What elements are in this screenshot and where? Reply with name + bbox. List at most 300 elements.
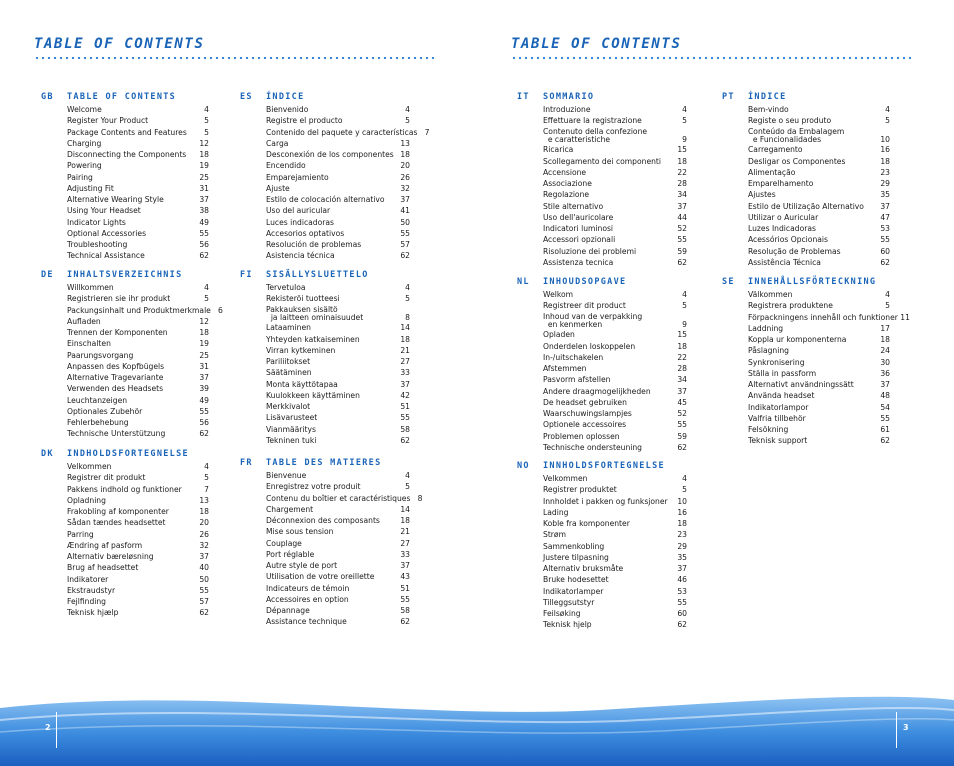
toc-entry[interactable] [67, 104, 209, 115]
toc-entry-title: Resolução de Problemas [748, 246, 841, 256]
toc-entry-title: Pariliitokset [266, 357, 311, 367]
toc-entry[interactable] [748, 323, 890, 334]
toc-entry[interactable] [67, 338, 209, 349]
toc-entry[interactable] [266, 538, 410, 549]
toc-entry-page: 60 [677, 609, 687, 618]
toc-entry[interactable] [543, 352, 687, 363]
toc-entry[interactable] [543, 496, 687, 507]
toc-entry-page: 26 [199, 529, 209, 539]
toc-entry[interactable] [266, 571, 410, 582]
toc-entry-page: 62 [199, 608, 209, 618]
toc-entry[interactable] [67, 551, 209, 562]
toc-entry[interactable] [543, 189, 687, 200]
toc-entry-page: 51 [400, 583, 410, 593]
language-code: IT [517, 92, 530, 102]
toc-entry-title: Encendido [266, 161, 306, 171]
toc-entry-title: Indicateurs de témoin [266, 583, 350, 593]
toc-entry[interactable] [67, 205, 209, 216]
toc-entry[interactable] [543, 341, 687, 352]
toc-entry[interactable] [266, 305, 410, 323]
toc-section-de [41, 270, 223, 440]
toc-entry-page: 10 [880, 134, 890, 144]
toc-entry[interactable] [543, 201, 687, 212]
toc-entry[interactable] [748, 424, 890, 435]
toc-entry-title: Paarungsvorgang [67, 350, 134, 360]
page-number-divider-right [896, 712, 897, 748]
toc-entry[interactable] [67, 361, 209, 372]
toc-entry[interactable] [266, 322, 410, 333]
toc-entry[interactable] [266, 149, 410, 160]
toc-entry[interactable] [543, 212, 687, 223]
toc-entry[interactable] [748, 212, 890, 223]
toc-entry-title: Registrer produktet [543, 485, 617, 495]
toc-entry[interactable] [67, 484, 209, 495]
toc-entry[interactable] [67, 172, 209, 183]
toc-entry[interactable] [266, 493, 423, 504]
toc-entry[interactable] [543, 473, 687, 484]
toc-entry-page: 31 [199, 361, 209, 371]
toc-entry[interactable] [748, 201, 890, 212]
toc-entry[interactable] [543, 156, 687, 167]
toc-entry-page: 55 [677, 420, 687, 430]
toc-entry[interactable] [67, 350, 209, 361]
toc-entry-title: Tervetuloa [266, 283, 306, 292]
toc-entry[interactable] [543, 127, 687, 145]
toc-entry-page: 9 [682, 319, 687, 329]
toc-entry[interactable] [543, 597, 687, 608]
page-title-left: TABLE OF CONTENTS [34, 36, 205, 52]
section-heading [41, 92, 209, 103]
toc-entry-title: Assistência Técnica [748, 257, 821, 267]
toc-entry-title: Charging [67, 138, 102, 148]
toc-entry-page: 4 [204, 462, 209, 471]
toc-entry-page: 18 [199, 507, 209, 516]
toc-entry[interactable] [748, 345, 890, 356]
toc-entry[interactable] [266, 104, 410, 115]
language-code: NL [517, 277, 530, 287]
toc-entry[interactable] [67, 127, 209, 138]
toc-entry[interactable] [543, 529, 687, 540]
toc-entry-title: Indicator Lights [67, 217, 126, 227]
toc-entry[interactable] [67, 160, 209, 171]
toc-entry[interactable] [266, 217, 410, 228]
toc-entry-page: 7 [424, 127, 430, 137]
toc-entry-title: Accesorios optativos [266, 228, 345, 238]
toc-entry-page: 20 [199, 518, 209, 528]
toc-entry[interactable] [67, 574, 209, 585]
toc-entry[interactable] [543, 619, 687, 630]
toc-entry-title: Regolazione [543, 190, 590, 200]
toc-entry-page: 55 [880, 413, 890, 423]
toc-entry[interactable] [67, 327, 209, 338]
toc-entry[interactable] [266, 138, 410, 149]
toc-entry-page: 5 [405, 482, 410, 492]
toc-entry[interactable] [748, 144, 890, 155]
toc-entry-title: Welcome [67, 105, 102, 114]
toc-entry-title: Brug af headsettet [67, 563, 139, 573]
toc-entry-title: Bruke hodesettet [543, 575, 609, 585]
toc-entry-title: Kuulokkeen käyttäminen [266, 390, 360, 400]
toc-entry-title: Port réglable [266, 549, 315, 559]
toc-entry-title: Parring [67, 529, 94, 539]
toc-entry[interactable] [266, 293, 410, 304]
toc-entry[interactable] [266, 250, 410, 261]
toc-entry-page: 37 [199, 552, 209, 561]
toc-entry-page: 24 [880, 346, 890, 356]
toc-entry[interactable] [266, 172, 410, 183]
toc-entry-title: Technische Unterstützung [67, 429, 166, 439]
toc-entry[interactable] [266, 356, 410, 367]
toc-entry[interactable] [266, 282, 410, 293]
toc-entry-title: Indikatorer [67, 574, 109, 584]
toc-entry-title: Acessórios Opcionais [748, 235, 828, 245]
toc-entry-page: 34 [677, 375, 687, 385]
toc-entry[interactable] [543, 144, 687, 155]
toc-entry-page: 49 [199, 217, 209, 227]
toc-entry[interactable] [748, 379, 890, 390]
toc-entry-title: Tekninen tuki [266, 435, 317, 445]
toc-entry-title: Enregistrez votre produit [266, 482, 361, 492]
toc-entry-page: 28 [677, 179, 687, 189]
toc-entry-page: 59 [677, 431, 687, 441]
toc-entry-title: Assistance technique [266, 617, 347, 627]
toc-entry[interactable] [67, 506, 209, 517]
toc-entry[interactable] [748, 402, 890, 413]
toc-entry[interactable] [748, 390, 890, 401]
toc-entry[interactable] [543, 374, 687, 385]
toc-entry[interactable] [543, 442, 687, 453]
toc-entry[interactable] [748, 167, 890, 178]
toc-entry[interactable] [543, 552, 687, 563]
section-title: INHALTSVERZEICHNIS [67, 270, 183, 280]
section-heading [240, 92, 410, 103]
toc-entry-title: Optionales Zubehör [67, 406, 143, 416]
toc-entry[interactable] [748, 104, 890, 115]
section-heading [517, 277, 687, 288]
toc-entry[interactable] [266, 583, 410, 594]
toc-entry[interactable] [266, 549, 410, 560]
toc-entry-page: 37 [677, 201, 687, 211]
toc-entry[interactable] [543, 586, 687, 597]
toc-entry[interactable] [748, 357, 890, 368]
toc-entry-title: In-/uitschakelen [543, 352, 604, 362]
toc-entry-title: Velkommen [67, 462, 112, 471]
toc-entry[interactable] [266, 515, 410, 526]
toc-entry[interactable] [748, 312, 910, 323]
toc-entry-page: 18 [677, 341, 687, 351]
toc-entry-title: Teknisk support [748, 436, 808, 446]
toc-entry-title: Alternativ bæreløsning [67, 552, 154, 561]
toc-entry-page: 35 [677, 552, 687, 562]
page-number-left: 2 [45, 723, 51, 732]
toc-entry[interactable] [266, 504, 410, 515]
toc-entry[interactable] [67, 183, 209, 194]
toc-entry[interactable] [543, 408, 687, 419]
toc-entry-page: 27 [400, 538, 410, 548]
toc-entry[interactable] [266, 594, 410, 605]
toc-entry[interactable] [67, 585, 209, 596]
toc-entry[interactable] [748, 246, 890, 257]
toc-entry-page: 18 [880, 335, 890, 344]
toc-entry-page: 27 [400, 357, 410, 367]
toc-entry[interactable] [543, 115, 687, 126]
toc-entry[interactable] [543, 234, 687, 245]
toc-entry-title: Synkronisering [748, 357, 805, 367]
toc-entry[interactable] [67, 472, 209, 483]
toc-entry[interactable] [266, 412, 410, 423]
toc-entry-page: 62 [400, 435, 410, 445]
toc-entry[interactable] [67, 461, 209, 472]
toc-entry[interactable] [543, 300, 687, 311]
toc-entry-page: 12 [199, 316, 209, 326]
toc-entry[interactable] [67, 149, 209, 160]
toc-entry[interactable] [748, 223, 890, 234]
toc-entry-title: Lading [543, 507, 569, 517]
toc-entry[interactable] [67, 529, 209, 540]
toc-entry[interactable] [543, 178, 687, 189]
toc-entry[interactable] [266, 390, 410, 401]
toc-entry[interactable] [67, 316, 209, 327]
toc-entry[interactable] [67, 596, 209, 607]
toc-entry[interactable] [543, 223, 687, 234]
toc-entry-title: Stile alternativo [543, 201, 604, 211]
toc-entry-title: Felsökning [748, 425, 789, 434]
toc-entry[interactable] [67, 217, 209, 228]
toc-entry-title: Powering [67, 161, 102, 171]
toc-entry[interactable] [266, 239, 410, 250]
toc-entry-title: Aufladen [67, 316, 101, 326]
toc-entry-page: 55 [677, 597, 687, 607]
toc-entry-page: 32 [400, 183, 410, 193]
toc-entry[interactable] [543, 329, 687, 340]
toc-entry-page: 55 [199, 406, 209, 416]
toc-entry-title: Laddning [748, 323, 784, 333]
toc-entry-page: 29 [880, 179, 890, 189]
toc-entry[interactable] [67, 417, 209, 428]
toc-entry[interactable] [748, 189, 890, 200]
toc-entry[interactable] [266, 435, 410, 446]
toc-entry-page: 18 [677, 156, 687, 166]
toc-entry[interactable] [748, 300, 890, 311]
toc-entry[interactable] [748, 413, 890, 424]
toc-entry-page: 5 [885, 301, 890, 311]
toc-entry[interactable] [266, 424, 410, 435]
toc-entry-title: Monta käyttötapaa [266, 379, 338, 389]
toc-entry-title: Couplage [266, 538, 302, 548]
toc-entry-page: 42 [400, 390, 410, 400]
toc-entry-page: 56 [199, 418, 209, 427]
toc-entry[interactable] [266, 470, 410, 481]
toc-entry[interactable] [67, 428, 209, 439]
language-code: FI [240, 270, 253, 280]
toc-entry[interactable] [543, 246, 687, 257]
toc-entry-title: Desligar os Componentes [748, 156, 846, 166]
toc-entry[interactable] [266, 605, 410, 616]
toc-entry[interactable] [543, 574, 687, 585]
toc-entry-title: Inhoud van de verpakking en kenmerken [543, 311, 643, 329]
toc-entry[interactable] [67, 293, 209, 304]
toc-entry-page: 5 [204, 116, 209, 126]
toc-entry[interactable] [543, 518, 687, 529]
toc-entry[interactable] [67, 228, 209, 239]
toc-entry[interactable] [543, 167, 687, 178]
toc-entry-title: Contenido del paquete y características [266, 127, 418, 137]
toc-entry[interactable] [266, 160, 410, 171]
toc-entry[interactable] [543, 289, 687, 300]
toc-entry[interactable] [266, 345, 410, 356]
toc-entry[interactable] [543, 507, 687, 518]
toc-section-es [240, 92, 430, 262]
toc-entry-title: Uso del auricular [266, 206, 331, 216]
toc-entry[interactable] [748, 115, 890, 126]
toc-entry[interactable] [67, 495, 209, 506]
toc-entry[interactable] [266, 616, 410, 627]
toc-entry[interactable] [266, 481, 410, 492]
toc-entry-title: Välkommen [748, 290, 793, 299]
toc-entry-page: 50 [199, 574, 209, 584]
toc-entry[interactable] [748, 435, 890, 446]
toc-entry-title: Vianmääritys [266, 424, 316, 434]
toc-entry-title: Alternative Tragevariante [67, 373, 164, 382]
toc-entry[interactable] [748, 257, 890, 268]
toc-entry[interactable] [748, 368, 890, 379]
toc-entry[interactable] [67, 282, 209, 293]
language-code: DK [41, 449, 54, 459]
toc-entry[interactable] [748, 156, 890, 167]
toc-entry-title: Dépannage [266, 606, 310, 615]
toc-entry-page: 4 [405, 105, 410, 114]
language-code: NO [517, 461, 530, 471]
toc-entry[interactable] [67, 372, 209, 383]
toc-entry-title: Mise sous tension [266, 527, 334, 537]
toc-entry[interactable] [266, 183, 410, 194]
toc-entry-title: Afstemmen [543, 364, 587, 374]
toc-entry[interactable] [543, 104, 687, 115]
toc-entry[interactable] [67, 395, 209, 406]
toc-entry-page: 55 [400, 594, 410, 604]
toc-entry-title: Scollegamento dei componenti [543, 156, 662, 166]
toc-entry[interactable] [543, 541, 687, 552]
toc-entry-title: Lisävarusteet [266, 413, 318, 423]
toc-entry-title: Indikatorlamper [543, 586, 604, 596]
toc-entry-title: Estilo de Utilização Alternativo [748, 201, 864, 211]
toc-entry[interactable] [266, 228, 410, 239]
toc-entry[interactable] [543, 363, 687, 374]
toc-entry-title: Pakkens indhold og funktioner [67, 484, 182, 494]
toc-entry-title: Sådan tændes headsettet [67, 518, 166, 528]
toc-entry-title: Pairing [67, 172, 93, 182]
toc-entry[interactable] [67, 383, 209, 394]
toc-entry[interactable] [748, 289, 890, 300]
toc-entry[interactable] [67, 138, 209, 149]
toc-entry-title: Optionele accessoires [543, 420, 627, 430]
toc-entry-title: Lataaminen [266, 323, 311, 333]
toc-entry-title: Fejlfinding [67, 597, 107, 606]
toc-entry[interactable] [748, 334, 890, 345]
toc-entry[interactable] [266, 560, 410, 571]
toc-entry[interactable] [543, 608, 687, 619]
toc-entry-page: 56 [199, 240, 209, 249]
toc-entry[interactable] [266, 205, 410, 216]
toc-entry[interactable] [543, 257, 687, 268]
toc-entry[interactable] [67, 406, 209, 417]
section-title: TABLE OF CONTENTS [67, 92, 177, 102]
section-title: ÍNDICE [748, 92, 787, 102]
toc-section-nl [517, 277, 687, 453]
title-dotted-rule-right [511, 56, 913, 60]
toc-entry-page: 37 [677, 386, 687, 396]
section-heading [240, 270, 410, 281]
toc-entry[interactable] [67, 239, 209, 250]
toc-entry[interactable] [266, 526, 410, 537]
toc-entry-title: Säätäminen [266, 368, 312, 378]
toc-entry-title: Opladning [67, 495, 106, 505]
toc-entry-page: 55 [677, 235, 687, 245]
toc-entry[interactable] [67, 607, 209, 618]
toc-entry[interactable] [543, 419, 687, 430]
toc-entry[interactable] [67, 250, 209, 261]
toc-entry-title: Verwenden des Headsets [67, 384, 164, 394]
toc-entry[interactable] [67, 562, 209, 573]
toc-entry-title: Luzes Indicadoras [748, 224, 816, 234]
toc-entry-page: 5 [204, 294, 209, 304]
toc-entry-page: 55 [880, 235, 890, 245]
toc-entry-page: 15 [677, 145, 687, 155]
toc-entry-title: Fehlerbehebung [67, 418, 129, 427]
section-heading [722, 277, 890, 288]
toc-entry-page: 4 [204, 283, 209, 292]
toc-entry-title: Opladen [543, 330, 575, 340]
toc-entry-page: 19 [199, 339, 209, 349]
toc-entry-page: 4 [682, 290, 687, 299]
toc-entry[interactable] [266, 194, 410, 205]
language-code: SE [722, 277, 735, 287]
toc-entry[interactable] [266, 367, 410, 378]
toc-entry-page: 37 [677, 564, 687, 573]
toc-entry[interactable] [748, 234, 890, 245]
toc-entry[interactable] [543, 563, 687, 574]
toc-entry-title: Registreer dit product [543, 301, 626, 311]
toc-entry[interactable] [266, 115, 410, 126]
toc-entry[interactable] [266, 334, 410, 345]
toc-entry-page: 58 [400, 424, 410, 434]
toc-entry[interactable] [266, 401, 410, 412]
toc-entry[interactable] [67, 115, 209, 126]
toc-entry[interactable] [67, 305, 223, 316]
toc-entry[interactable] [266, 379, 410, 390]
toc-entry[interactable] [543, 386, 687, 397]
toc-entry-title: Introduzione [543, 105, 591, 114]
toc-entry-title: Troubleshooting [67, 240, 128, 249]
toc-entry[interactable] [543, 484, 687, 495]
toc-entry-page: 4 [204, 105, 209, 114]
toc-entry-page: 20 [400, 161, 410, 171]
toc-entry[interactable] [543, 431, 687, 442]
toc-entry[interactable] [748, 178, 890, 189]
toc-entry[interactable] [67, 194, 209, 205]
toc-entry[interactable] [748, 127, 890, 145]
toc-entry-page: 14 [400, 323, 410, 333]
toc-entry[interactable] [266, 127, 430, 138]
toc-entry-title: Koble fra komponenter [543, 519, 630, 528]
toc-entry-page: 43 [400, 572, 410, 582]
toc-entry[interactable] [543, 312, 687, 330]
toc-entry[interactable] [543, 397, 687, 408]
toc-entry[interactable] [67, 517, 209, 528]
toc-entry[interactable] [67, 540, 209, 551]
toc-entry-page: 25 [199, 350, 209, 360]
toc-entry-title: Optional Accessories [67, 228, 147, 238]
